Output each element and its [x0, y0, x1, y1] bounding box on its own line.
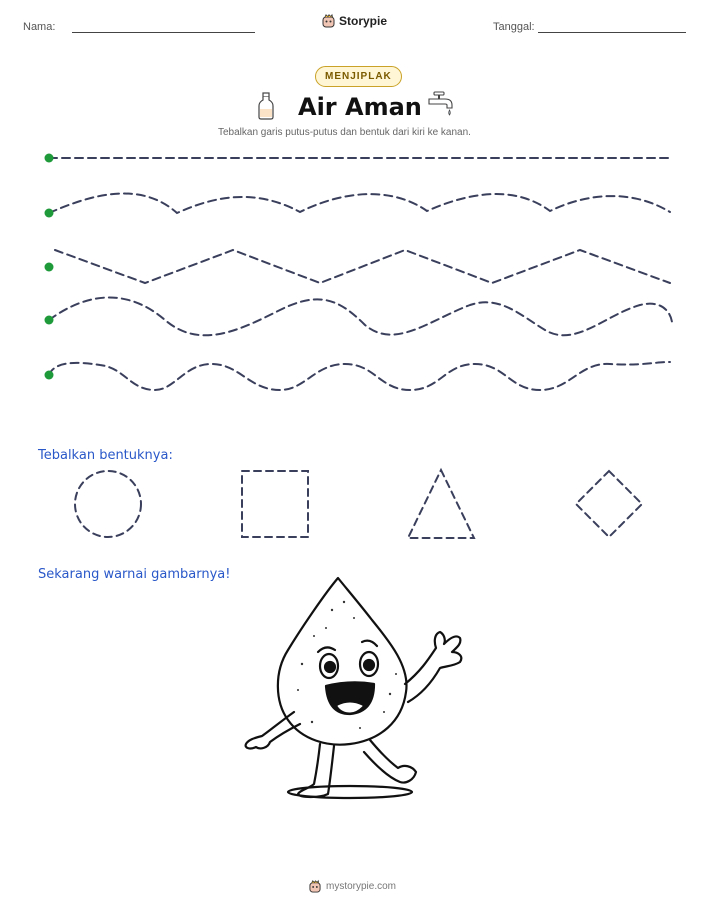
start-dot — [45, 154, 54, 163]
footer — [309, 880, 396, 893]
shape-circle[interactable] — [75, 471, 141, 537]
name-label: Nama: — [23, 21, 56, 33]
date-label: Tanggal: — [493, 21, 535, 33]
brand-name: Storypie — [339, 14, 388, 28]
footer-url[interactable]: mystorypie.com — [326, 881, 397, 892]
start-dot — [45, 209, 54, 218]
tracing-lines — [0, 0, 709, 400]
tracing-line-bumps[interactable] — [49, 362, 670, 390]
storypie-logo-icon — [309, 880, 321, 893]
tracing-line-wave-1[interactable] — [49, 193, 670, 213]
instruction-text: Tebalkan garis putus-putus dan bentuk dari kiri ke kanan. — [218, 127, 471, 138]
tracing-line-wave-2[interactable] — [49, 298, 672, 336]
shapes-section-label: Tebalkan bentuknya: — [38, 448, 173, 463]
water-drop-character — [240, 572, 470, 807]
tracing-line-zigzag[interactable] — [55, 250, 670, 283]
start-dot — [45, 263, 54, 272]
start-dot — [45, 371, 54, 380]
page-title: Air Aman — [298, 93, 422, 121]
coloring-section-label: Sekarang warnai gambarnya! — [38, 567, 231, 582]
activity-badge: MENJIPLAK — [315, 66, 402, 87]
tracing-shapes — [0, 462, 709, 552]
start-dot — [45, 316, 54, 325]
shape-diamond[interactable] — [576, 471, 642, 537]
shape-square[interactable] — [242, 471, 308, 537]
shape-triangle[interactable] — [408, 470, 474, 538]
